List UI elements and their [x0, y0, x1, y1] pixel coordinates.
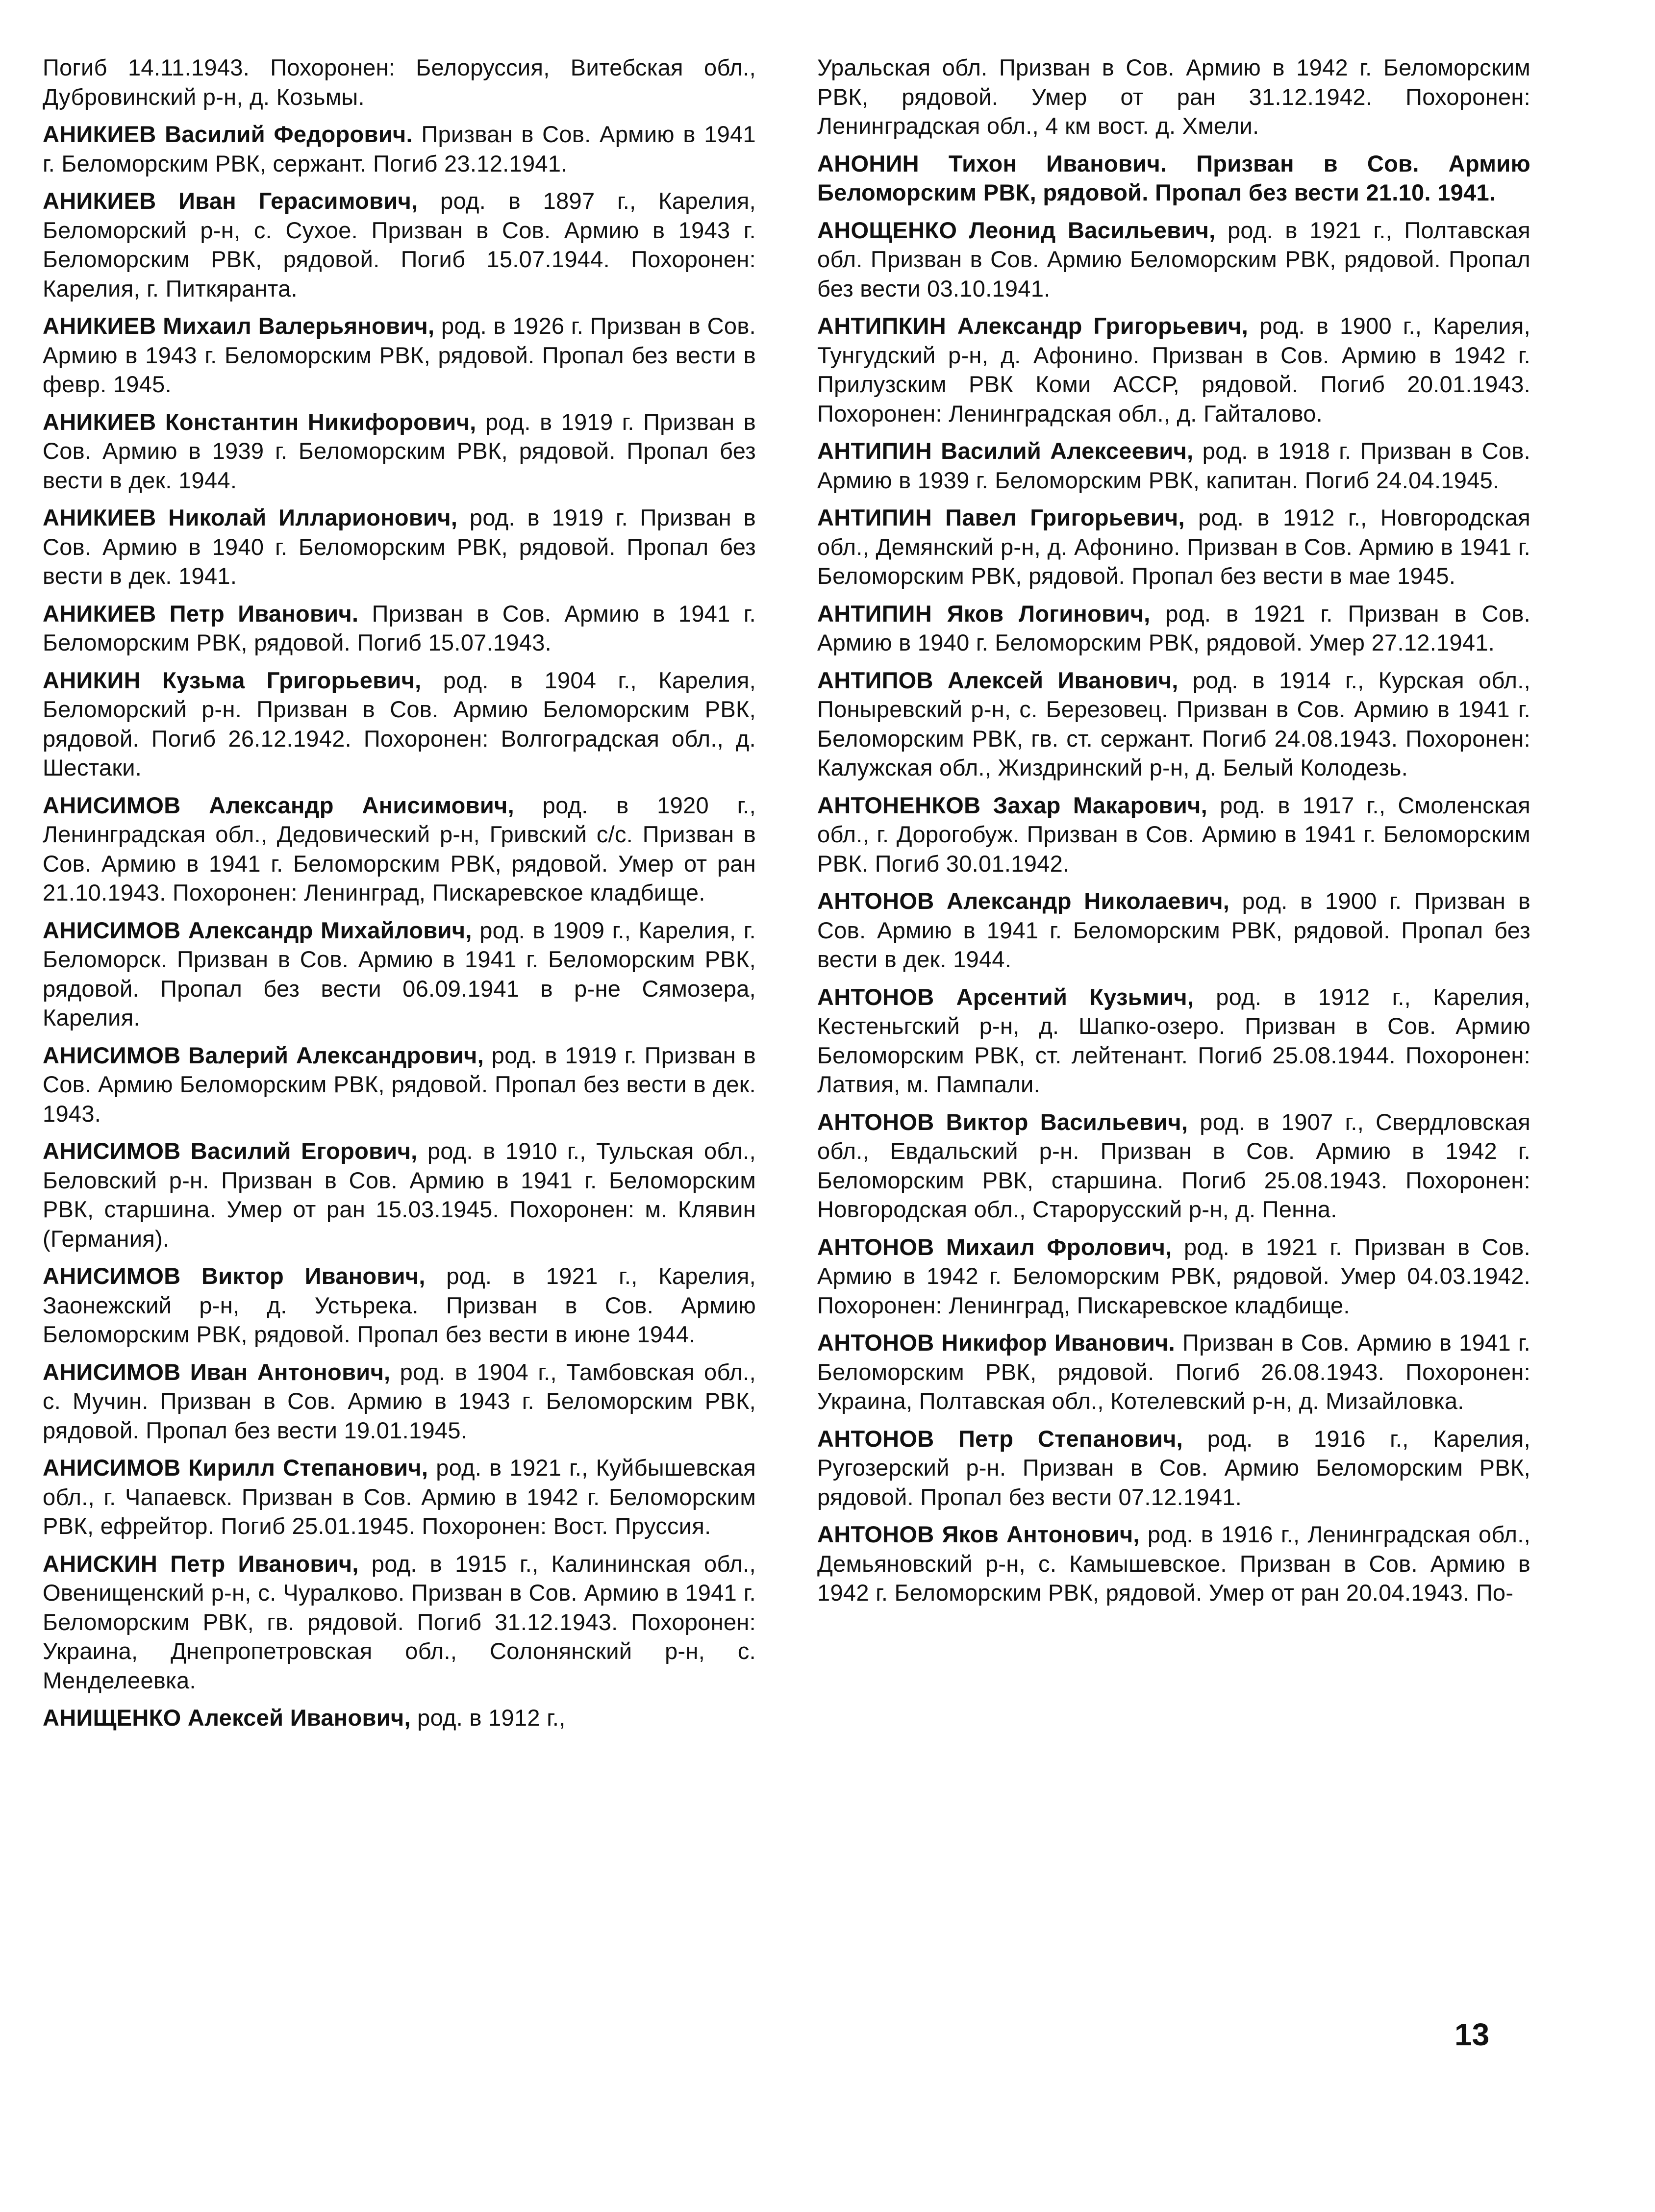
- entry: [43, 791, 756, 907]
- entry: [817, 311, 1530, 428]
- entry-name: АНИСИМОВ Александр Анисимович,: [43, 792, 514, 818]
- entry: [817, 1328, 1530, 1416]
- entry: [43, 1453, 756, 1541]
- entry-name: АНИКИЕВ Василий Федорович.: [43, 121, 413, 147]
- entry-text: род. в 1910 г., Тульская обл., Беловский р-н. Призван в Сов. Армию в 1941 г. Беломорским РВК, старшина. Умер от ран 15.03.1945. Похоронен: м. Клявин (Германия).: [43, 1138, 756, 1252]
- entry-text: род. в 1912 г., Карелия, Кестеньгский р-н, д. Шапко-озеро. Призван в Сов. Армию Беломорским РВК, ст. лейтенант. Погиб 25.08.1944. Похоронен: Латвия, м. Пампали.: [817, 983, 1530, 1097]
- entry: [817, 149, 1530, 207]
- entry-text: род. в 1919 г. Призван в Сов. Армию в 1940 г. Беломорским РВК, рядовой. Пропал без вести в дек. 1941.: [43, 504, 756, 589]
- entry: [43, 666, 756, 782]
- entry: [43, 1136, 756, 1253]
- entry-name: АНТОНОВ Александр Николаевич,: [817, 888, 1230, 914]
- entry-name: АНТИПОВ Алексей Иванович,: [817, 667, 1179, 693]
- entry: [817, 791, 1530, 879]
- entry-text: Призван в Сов. Армию в 1941 г. Беломорским РВК, рядовой. Погиб 26.08.1943. Похоронен: Украина, Полтавская обл., Котелевский р-н, д. Мизайловка.: [817, 1330, 1530, 1414]
- entry-name: АНТОНОВ Виктор Васильевич,: [817, 1108, 1188, 1135]
- entry-text: род. в 1904 г., Карелия, Беломорский р-н. Призван в Сов. Армию Беломорским РВК, рядовой. Погиб 26.12.1942. Похоронен: Волгоградская обл., д. Шестаки.: [43, 667, 756, 780]
- entry-text: род. в 1920 г., Ленинградская обл., Дедовический р-н, Гривский с/с. Призван в Сов. Армию в 1941 г. Беломорским РВК, рядовой. Умер от ран 21.10.1943. Похоронен: Ленинград, Пискаревское кладбище.: [43, 792, 756, 905]
- entry: [43, 1041, 756, 1129]
- entry-name: АНТОНОВ Никифор Иванович.: [817, 1330, 1175, 1356]
- entry-name: АНИКИЕВ Михаил Валерьянович,: [43, 313, 435, 339]
- entry-name: АНИСИМОВ Александр Михайлович,: [43, 917, 472, 943]
- entry-name: АНИСИМОВ Валерий Александрович,: [43, 1042, 484, 1068]
- entry: [43, 1261, 756, 1349]
- entry: [43, 186, 756, 303]
- entry-text: род. в 1915 г., Калининская обл., Овенищенский р-н, с. Чуралково. Призван в Сов. Армию в 1941 г. Беломорским РВК, гв. рядовой. Погиб 31.12.1943. Похоронен: Украина, Днепропетровская обл., Солонянский р-н, с. Менделеевка.: [43, 1550, 756, 1693]
- entry-text: род. в 1904 г., Тамбовская обл., с. Мучин. Призван в Сов. Армию в 1943 г. Беломорским РВК, рядовой. Пропал без вести 19.01.1945.: [43, 1358, 756, 1443]
- entry-name: АНОЩЕНКО Леонид Васильевич,: [817, 217, 1216, 243]
- entry-text: род. в 1921 г., Карелия, Заонежский р-н, д. Устьрека. Призван в Сов. Армию Беломорским РВК, рядовой. Пропал без вести в июне 1944.: [43, 1263, 756, 1347]
- entry: [817, 982, 1530, 1099]
- entry-text: род. в 1909 г., Карелия, г. Беломорск. Призван в Сов. Армию в 1941 г. Беломорским РВК, рядовой. Пропал без вести 06.09.1941 в р-не Сямозера, Карелия.: [43, 917, 756, 1031]
- entry-text: род. в 1900 г. Призван в Сов. Армию в 1941 г. Беломорским РВК, рядовой. Пропал без вести в дек. 1944.: [817, 888, 1530, 972]
- entry-name: АНИКИЕВ Иван Герасимович,: [43, 188, 418, 214]
- entry: [817, 1520, 1530, 1608]
- entry-text: род. в 1912 г., Новгородская обл., Демянский р-н, д. Афонино. Призван в Сов. Армию в 1941 г. Беломорским РВК, рядовой. Пропал без вести в мае 1945.: [817, 504, 1531, 589]
- entry-name: АНИСИМОВ Иван Антонович,: [43, 1358, 391, 1385]
- entry-name: АНИКИЕВ Петр Иванович.: [43, 600, 359, 627]
- entry-name: АНИСИМОВ Василий Егорович,: [43, 1138, 418, 1164]
- entry: [43, 599, 756, 657]
- entry-text: Погиб 14.11.1943. Похоронен: Белоруссия, Витебская обл., Дубровинский р-н, д. Козьмы.: [43, 54, 756, 110]
- right-column: [817, 53, 1530, 1616]
- entry: [43, 503, 756, 591]
- entry-text: Призван в Сов. Армию в 1941 г. Беломорским РВК, рядовой. Погиб 15.07.1943.: [43, 600, 756, 655]
- entry-text: Призван в Сов. Армию в 1941 г. Беломорским РВК, сержант. Погиб 23.12.1941.: [43, 121, 756, 176]
- entry-text: род. в 1916 г., Карелия, Ругозерский р-н. Призван в Сов. Армию Беломорским РВК, рядовой. Пропал без вести 07.12.1941.: [817, 1425, 1530, 1510]
- entry: [817, 666, 1530, 782]
- entry-text: род. в 1921 г. Призван в Сов. Армию в 1940 г. Беломорским РВК, рядовой. Умер 27.12.1941.: [817, 600, 1530, 655]
- entry-name: АНТИПИН Яков Логинович,: [817, 600, 1151, 627]
- entry-text: род. в 1897 г., Карелия, Беломорский р-н, с. Сухое. Призван в Сов. Армию в 1943 г. Беломорским РВК, рядовой. Погиб 15.07.1944. Похоронен: Карелия, г. Питкяранта.: [43, 188, 756, 302]
- entry-text: род. в 1918 г. Призван в Сов. Армию в 1939 г. Беломорским РВК, капитан. Погиб 24.04.1945.: [817, 438, 1530, 493]
- entry: [43, 53, 756, 111]
- entry-name: АНИКИЕВ Николай Илларионович,: [43, 504, 458, 530]
- entry-text: род. в 1907 г., Свердловская обл., Евдальский р-н. Призван в Сов. Армию в 1942 г. Беломорским РВК, старшина. Погиб 25.08.1943. Похоронен: Новгородская обл., Старорусский р-н, д. Пенна.: [817, 1108, 1530, 1222]
- entry: [817, 216, 1530, 303]
- entry-name: АНТИПИН Павел Григорьевич,: [817, 504, 1185, 530]
- entry-name: АНТОНОВ Михаил Фролович,: [817, 1233, 1172, 1260]
- entry: [43, 311, 756, 399]
- entry-text: род. в 1900 г., Карелия, Тунгудский р-н, д. Афонино. Призван в Сов. Армию в 1942 г. Прилузским РВК Коми АССР, рядовой. Погиб 20.01.1943. Похоронен: Ленинградская обл., д. Гайталово.: [817, 313, 1530, 427]
- page-number: 13: [1454, 2017, 1490, 2052]
- entry-text: род. в 1921 г., Полтавская обл. Призван в Сов. Армию Беломорским РВК, рядовой. Пропал без вести 03.10.1941.: [817, 217, 1530, 302]
- entry: [817, 53, 1530, 141]
- entry: [817, 1107, 1530, 1224]
- entry-name: АНТОНОВ Арсентий Кузьмич,: [817, 983, 1194, 1010]
- entry: [817, 886, 1530, 974]
- entry-text: род. в 1919 г. Призван в Сов. Армию в 1939 г. Беломорским РВК, рядовой. Пропал без вести в дек. 1944.: [43, 408, 756, 493]
- entry-name: АНТОНОВ Петр Степанович,: [817, 1425, 1183, 1452]
- entry-text: род. в 1921 г. Призван в Сов. Армию в 1942 г. Беломорским РВК, рядовой. Умер 04.03.1942. Похоронен: Ленинград, Пискаревское кладбище.: [817, 1233, 1530, 1318]
- entry-text: род. в 1916 г., Ленинградская обл., Демьяновский р-н, с. Камышевское. Призван в Сов. Армию в 1942 г. Беломорским РВК, рядовой. Умер от ран 20.04.1943. По-: [817, 1521, 1530, 1606]
- entry-name: АНТОНОВ Яков Антонович,: [817, 1521, 1140, 1547]
- entry: [43, 1703, 756, 1733]
- entry-name: АНТОНЕНКОВ Захар Макарович,: [817, 792, 1207, 818]
- entry: [817, 1424, 1530, 1512]
- entry-text: род. в 1917 г., Смоленская обл., г. Дорогобуж. Призван в Сов. Армию в 1941 г. Беломорским РВК. Погиб 30.01.1942.: [817, 792, 1531, 877]
- entry: [43, 1357, 756, 1445]
- entry: [817, 503, 1530, 591]
- entry-text: род. в 1912 г.,: [410, 1705, 566, 1731]
- entry-name: АНИКИН Кузьма Григорьевич,: [43, 667, 422, 693]
- entry-name: АНТИПКИН Александр Григорьевич,: [817, 313, 1249, 339]
- entry: [817, 1232, 1530, 1320]
- entry-name: АНИСИМОВ Кирилл Степанович,: [43, 1455, 428, 1481]
- entry-name: АНИСИМОВ Виктор Иванович,: [43, 1263, 426, 1289]
- left-column: [43, 53, 756, 1741]
- entry-text: род. в 1926 г. Призван в Сов. Армию в 1943 г. Беломорским РВК, рядовой. Пропал без вести в февр. 1945.: [43, 313, 756, 397]
- entry-name: АНИЩЕНКО Алексей Иванович,: [43, 1705, 411, 1731]
- entry: [817, 436, 1530, 495]
- entry-text: род. в 1919 г. Призван в Сов. Армию Беломорским РВК, рядовой. Пропал без вести в дек. 1943.: [43, 1042, 756, 1127]
- entry: [817, 599, 1530, 657]
- entry: [43, 407, 756, 495]
- entry-text: Уральская обл. Призван в Сов. Армию в 1942 г. Беломорским РВК, рядовой. Умер от ран 31.12.1942. Похоронен: Ленинградская обл., 4 км вост. д. Хмели.: [817, 54, 1530, 139]
- entry-name: АНИКИЕВ Константин Никифорович,: [43, 408, 476, 435]
- entry: [43, 120, 756, 178]
- entry: [43, 916, 756, 1032]
- entry-name: АНОНИН Тихон Иванович. Призван в Сов. Армию Беломорским РВК, рядовой. Пропал без вести 21.10. 1941.: [817, 150, 1530, 205]
- entry-text: род. в 1921 г., Куйбышевская обл., г. Чапаевск. Призван в Сов. Армию в 1942 г. Беломорским РВК, ефрейтор. Погиб 25.01.1945. Похоронен: Вост. Пруссия.: [43, 1455, 756, 1539]
- entry-text: род. в 1914 г., Курская обл., Поныревский р-н, с. Березовец. Призван в Сов. Армию в 1941 г. Беломорским РВК, гв. ст. сержант. Погиб 24.08.1943. Похоронен: Калужская обл., Жиздринский р-н, д. Белый Колодезь.: [817, 667, 1530, 780]
- entry: [43, 1549, 756, 1695]
- entry-name: АНИСКИН Петр Иванович,: [43, 1550, 359, 1577]
- entry-name: АНТИПИН Василий Алексеевич,: [817, 438, 1194, 464]
